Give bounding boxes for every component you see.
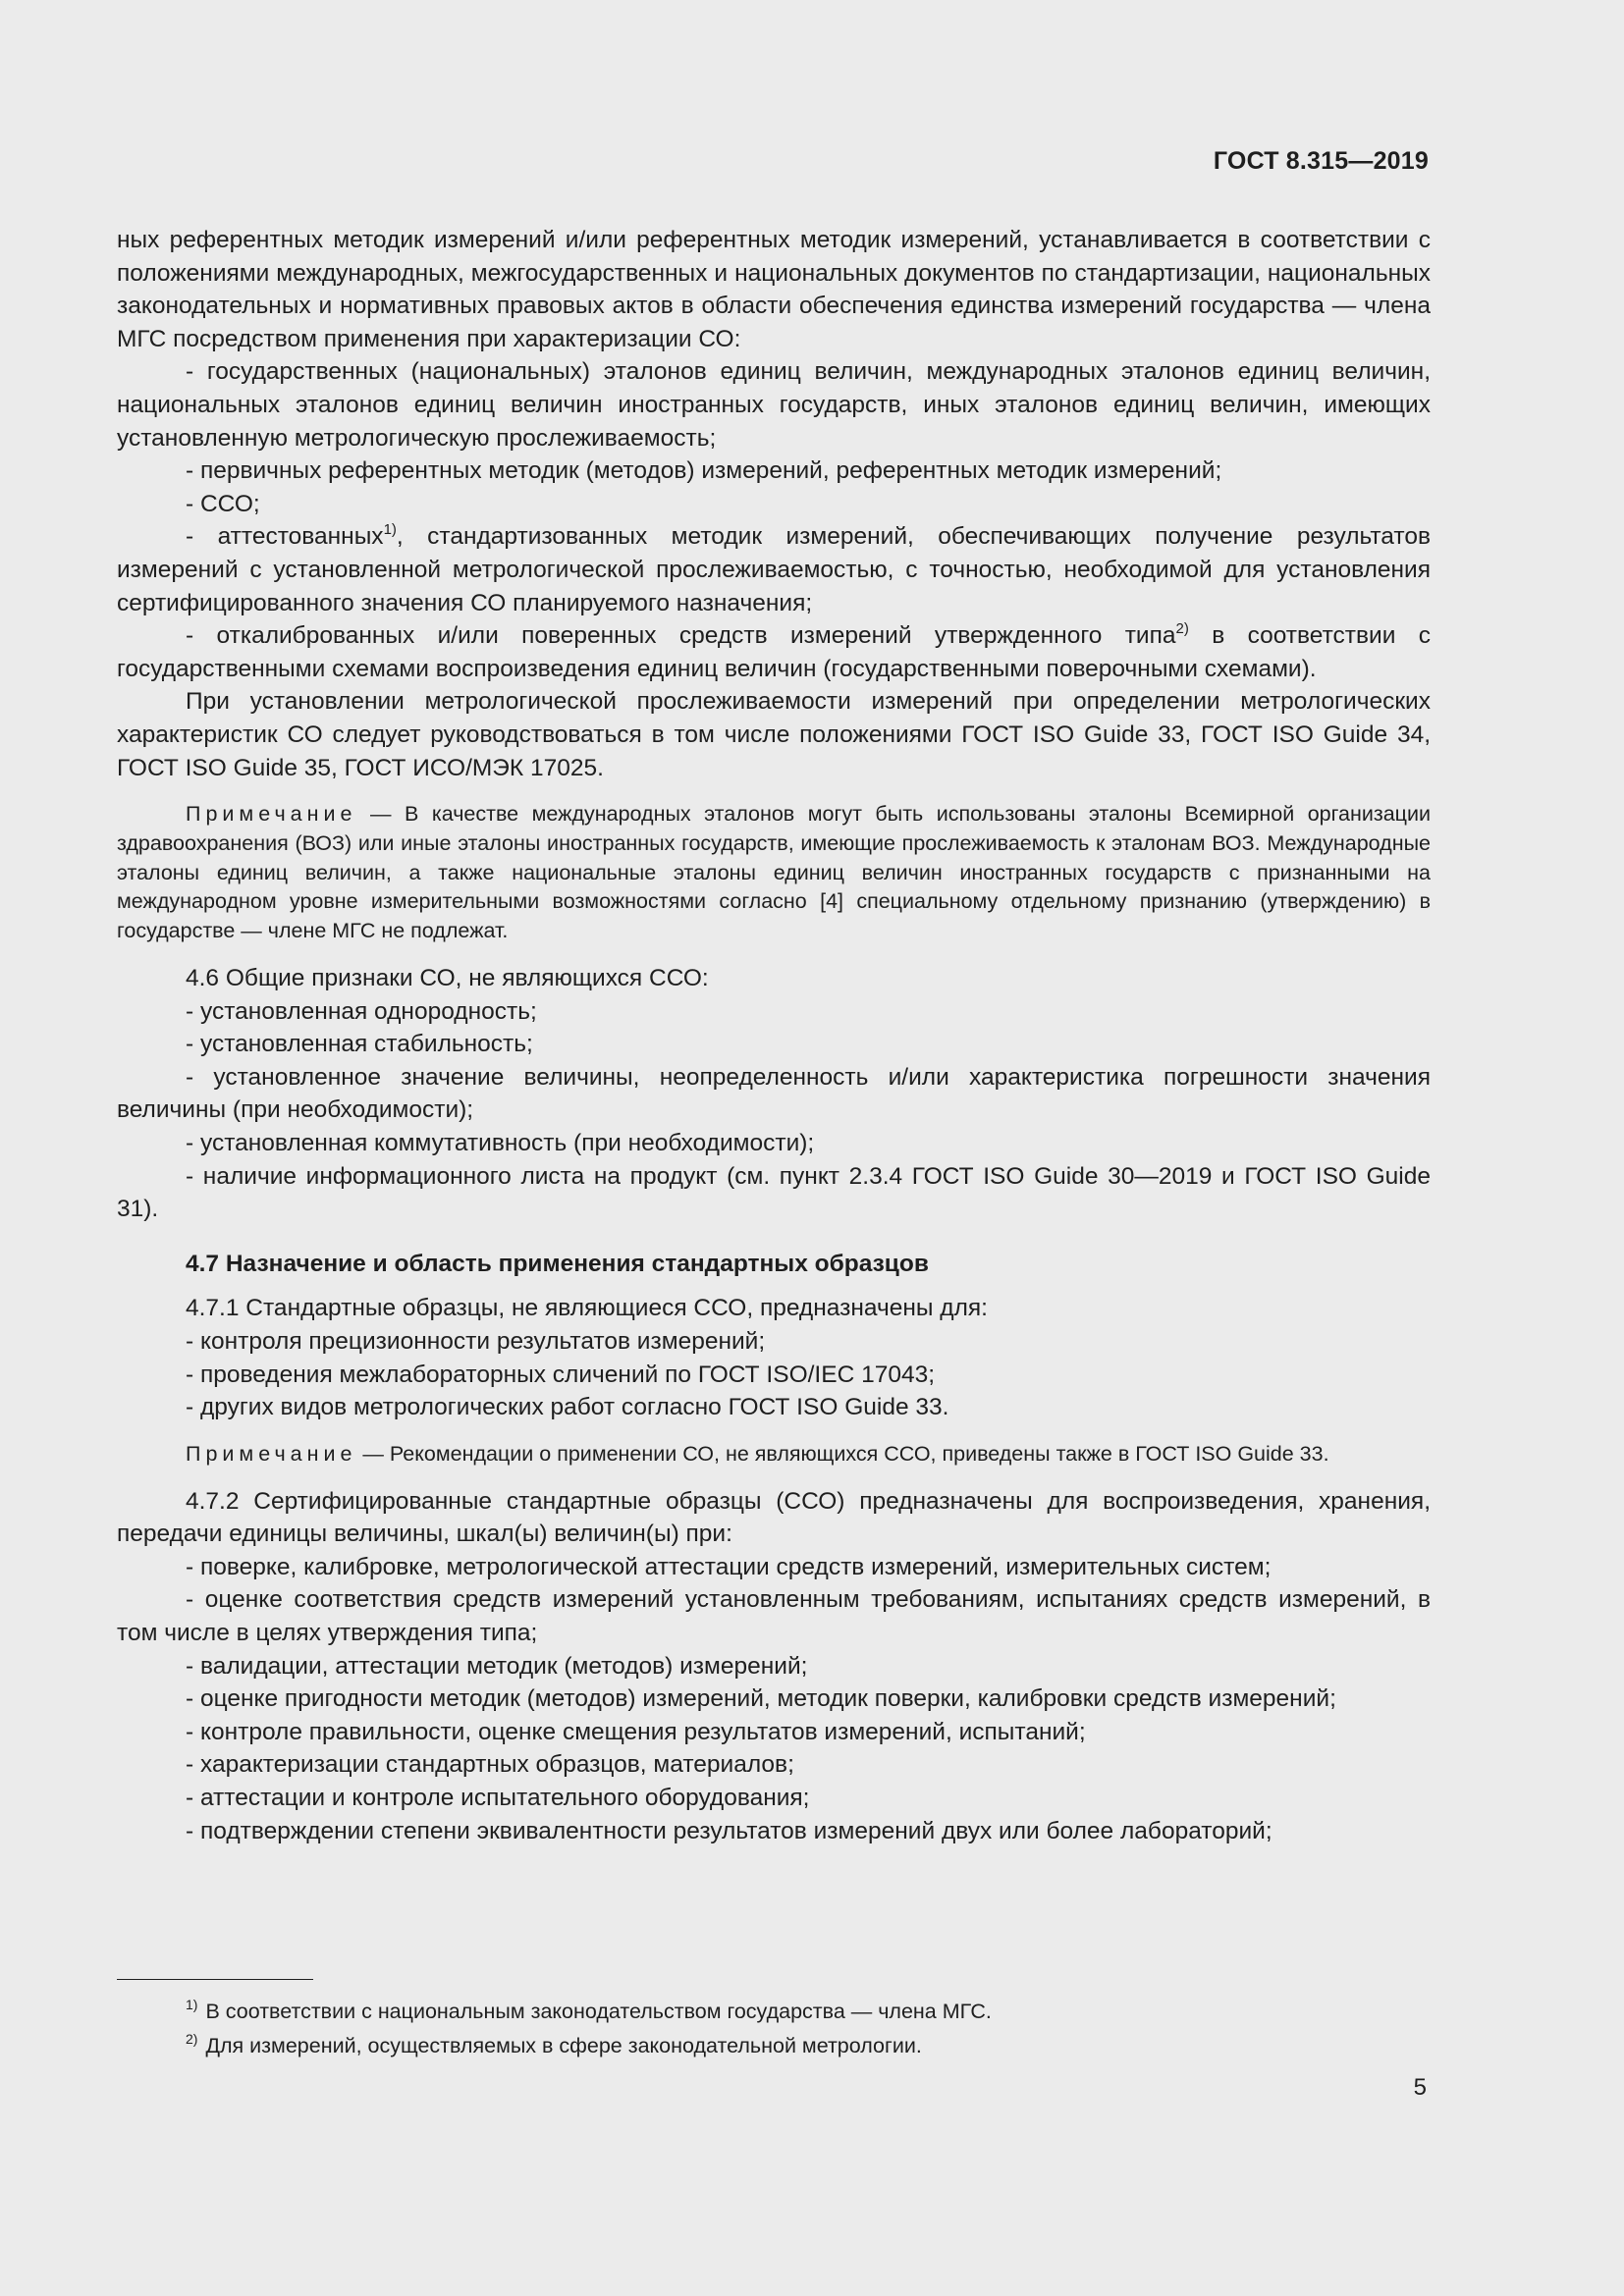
- list-item: - первичных референтных методик (методов) измерений, референтных методик измерений;: [186, 457, 1222, 485]
- text-fragment: в соответствии с государственными схемами воспроизведения единиц величин (государственными поверочными схемами).: [117, 622, 1431, 682]
- paragraph: ных референтных методик измерений и/или референтных методик измерений, устанавливается в соответствии с положениями международных, межгосударственных и национальных документов по стандартизации, национальных законодательных и нормативных правовых актов в области обеспечения единства измерений государства — члена МГС посредством применения при характеризации СО:: [117, 227, 1431, 352]
- list-item: - установленная коммутативность (при необходимости);: [186, 1130, 815, 1157]
- note: [117, 1440, 1431, 1469]
- page-body: [117, 224, 1431, 1847]
- text-fragment: - откалиброванных и/или поверенных средств измерений утвержденного типа: [186, 622, 1176, 650]
- list-item: - контроля прецизионности результатов измерений;: [186, 1328, 766, 1356]
- footnote-mark: 1): [186, 1997, 198, 2012]
- list-item: - установленная стабильность;: [186, 1031, 533, 1058]
- list-item: - установленное значение величины, неопределенность и/или характеристика погрешности значения величины (при необходимости);: [117, 1063, 1431, 1124]
- text-fragment: - аттестованных: [186, 523, 384, 551]
- footnote-text: В соответствии с национальным законодательством государства — члена МГС.: [205, 2000, 992, 2023]
- note-text: — Рекомендации о применении СО, не являющихся ССО, приведены также в ГОСТ ISO Guide 33.: [356, 1441, 1329, 1466]
- note-label: Примечание: [186, 802, 357, 827]
- list-item: - аттестации и контроле испытательного оборудования;: [186, 1784, 810, 1811]
- paragraph: При установлении метрологической прослеживаемости измерений при определении метрологических характеристик СО следует руководствоваться в том числе положениями ГОСТ ISO Guide 33, ГОСТ ISO Guide 34, ГОСТ ISO Guide 35, ГОСТ ИСО/МЭК 17025.: [117, 688, 1431, 781]
- note: [117, 800, 1431, 946]
- footnotes: [186, 1995, 1431, 2063]
- footnote-separator: [117, 1979, 313, 1980]
- section-4-7-2-heading: 4.7.2 Сертифицированные стандартные образцы (ССО) предназначены для воспроизведения, хранения, передачи единицы величины, шкал(ы) величин(ы) при:: [117, 1487, 1431, 1548]
- list-item: - других видов метрологических работ согласно ГОСТ ISO Guide 33.: [186, 1394, 949, 1421]
- section-4-7-title: 4.7 Назначение и область применения стандартных образцов: [186, 1250, 929, 1277]
- list-item: - установленная однородность;: [186, 997, 537, 1025]
- document-header: ГОСТ 8.315—2019: [1213, 147, 1429, 175]
- list-item: - подтверждении степени эквивалентности результатов измерений двух или более лабораторий;: [186, 1817, 1272, 1844]
- footnote-1: [186, 1995, 1431, 2029]
- list-item: - оценке соответствия средств измерений установленным требованиям, испытаниях средств измерений, в том числе в целях утверждения типа;: [117, 1586, 1431, 1646]
- list-item: - поверке, калибровке, метрологической аттестации средств измерений, измерительных систем;: [186, 1553, 1272, 1580]
- section-4-7-2-list: [117, 1551, 1431, 1847]
- list-item: - валидации, аттестации методик (методов) измерений;: [186, 1652, 808, 1680]
- text-fragment: , стандартизованных методик измерений, обеспечивающих получение результатов измерений с установленной метрологической прослеживаемостью, с точностью, необходимой для установления сертифицированного значения СО планируемого назначения;: [117, 523, 1431, 616]
- list-item: - проведения межлабораторных сличений по ГОСТ ISO/IEC 17043;: [186, 1361, 936, 1388]
- page-number: 5: [1413, 2074, 1427, 2101]
- footnote-mark: 2): [186, 2031, 198, 2047]
- list-item: - характеризации стандартных образцов, материалов;: [186, 1751, 794, 1779]
- list-item: - оценке пригодности методик (методов) измерений, методик поверки, калибровки средств измерений;: [186, 1685, 1336, 1713]
- list-item: [117, 619, 1431, 685]
- list-item: - ССО;: [186, 490, 260, 517]
- footnote-text: Для измерений, осуществляемых в сфере законодательной метрологии.: [205, 2034, 922, 2057]
- footnote-ref-1: 1): [383, 521, 397, 539]
- list-item: [117, 520, 1431, 619]
- list-item: - государственных (национальных) эталонов единиц величин, международных эталонов единиц величин, национальных эталонов единиц величин иностранных государств, иных эталонов единиц величин, имеющих установленную метрологическую прослеживаемость;: [117, 358, 1431, 452]
- note-label: Примечание: [186, 1441, 357, 1466]
- section-4-7-1-list: [117, 1325, 1431, 1424]
- section-4-7-1-heading: 4.7.1 Стандартные образцы, не являющиеся ССО, предназначены для:: [186, 1295, 988, 1322]
- note-text: — В качестве международных эталонов могут быть использованы эталоны Всемирной организации здравоохранения (ВОЗ) или иные эталоны иностранных государств, имеющие прослеживаемость к эталонам ВОЗ. Международные эталоны единиц величин, а также национальные эталоны единиц величин иностранных государств с признанными на международном уровне измерительными возможностями согласно [4] специальному отдельному признанию (утверждению) в государстве — члене МГС не подлежат.: [117, 802, 1431, 943]
- footnote-ref-2: 2): [1175, 620, 1189, 638]
- section-4-6-list: [117, 995, 1431, 1226]
- list-item: - контроле правильности, оценке смещения результатов измерений, испытаний;: [186, 1718, 1086, 1745]
- section-4-6-heading: 4.6 Общие признаки СО, не являющихся ССО:: [186, 965, 709, 992]
- footnote-2: [186, 2029, 1431, 2063]
- list-item: - наличие информационного листа на продукт (см. пункт 2.3.4 ГОСТ ISO Guide 30—2019 и ГОСТ ISO Guide 31).: [117, 1162, 1431, 1223]
